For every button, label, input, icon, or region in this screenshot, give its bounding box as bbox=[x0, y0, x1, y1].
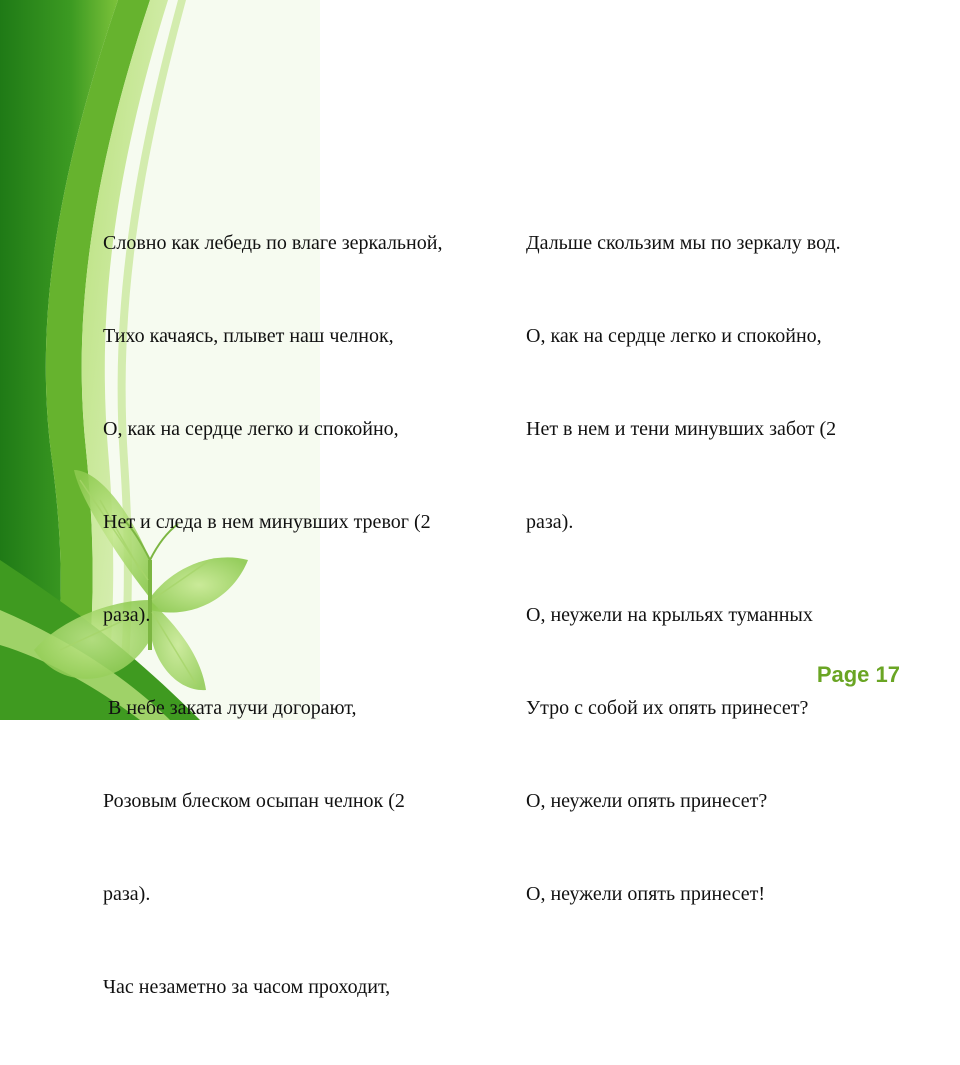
poem-line: раза). bbox=[103, 604, 151, 626]
page-number: Page 17 bbox=[816, 662, 900, 687]
poem-line: В небе заката лучи догорают, bbox=[103, 697, 357, 719]
poem-line: Словно как лебедь по влаге зеркальной, bbox=[103, 232, 443, 254]
poem-line: Утро с собой их опять принесет? bbox=[526, 697, 809, 719]
poem-line: О, неужели опять принесет? bbox=[526, 790, 768, 812]
poem-line: О, как на сердце легко и спокойно, bbox=[103, 418, 399, 440]
poem-line: раза). bbox=[526, 511, 574, 533]
poem-line: Час незаметно за часом проходит, bbox=[103, 976, 391, 998]
poem-line: Нет и следа в нем минувших тревог (2 bbox=[103, 511, 431, 533]
poem-left-column bbox=[103, 166, 518, 1065]
poem-line: Розовым блеском осыпан челнок (2 bbox=[103, 790, 405, 812]
poem-line: О, неужели опять принесет! bbox=[526, 883, 766, 905]
poem-line: раза). bbox=[103, 883, 151, 905]
poem-line: О, как на сердце легко и спокойно, bbox=[526, 325, 822, 347]
poem-line: Тихо качаясь, плывет наш челнок, bbox=[103, 325, 394, 347]
poem-line: О, неужели на крыльях туманных bbox=[526, 604, 813, 626]
poem-right-column bbox=[526, 166, 941, 972]
poem-line: Дальше скользим мы по зеркалу вод. bbox=[526, 232, 841, 254]
poem-line: Нет в нем и тени минувших забот (2 bbox=[526, 418, 837, 440]
